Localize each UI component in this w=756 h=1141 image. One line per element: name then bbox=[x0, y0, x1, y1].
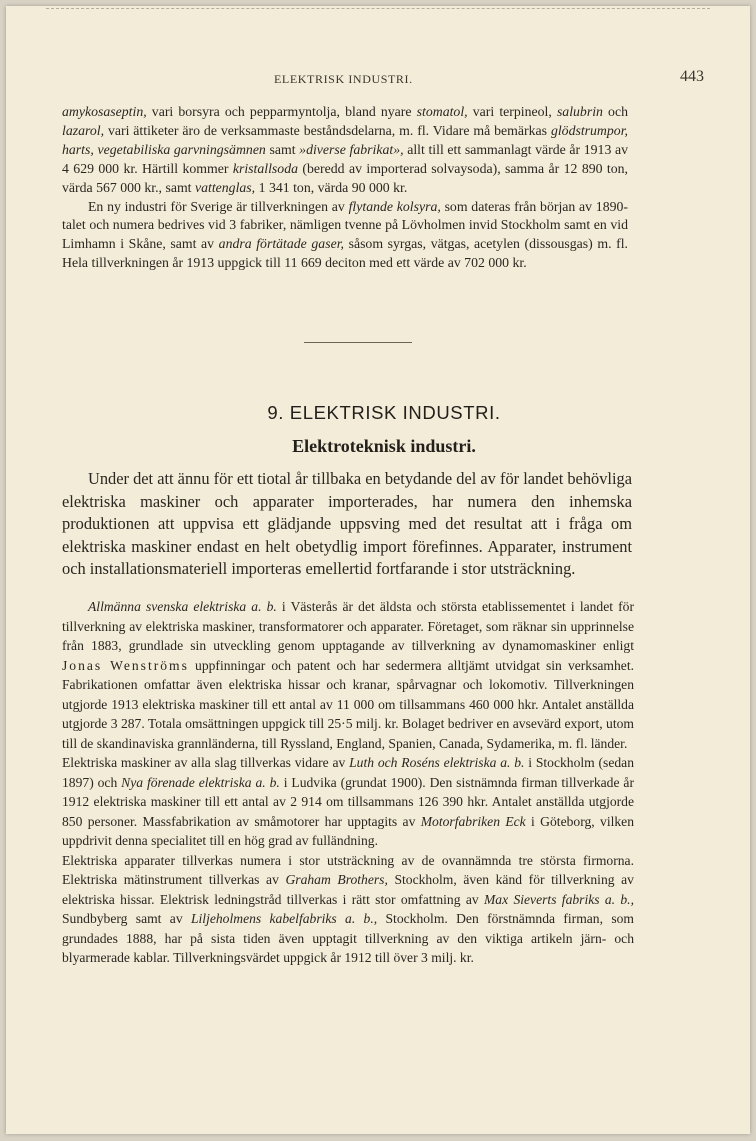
paragraph-asea bbox=[62, 597, 634, 753]
intro-paragraph bbox=[62, 468, 632, 581]
text-run: 1 341 ton, värda 90 000 kr. bbox=[255, 179, 408, 195]
paragraph-carbonic-acid bbox=[62, 198, 628, 274]
body-text-block bbox=[62, 597, 634, 968]
text-run: Sundbyberg samt av bbox=[62, 911, 191, 926]
text-run: Elektriska maskiner av alla slag tillverkas vidare av bbox=[62, 755, 350, 770]
paragraph-cosmetics bbox=[62, 103, 628, 198]
italic-company: Allmänna svenska elektriska a. b. bbox=[88, 599, 277, 614]
text-run: Stockholm. Den förstnämnda firman, som grundades 1888, har på sista tiden även upptagit tillverkning av den viktiga artikeln järn- och blyarmerade kablar. Tillverkningsvärdet uppgick år 1912 till över 3 milj. kr. bbox=[62, 911, 634, 965]
text-run: (beredd av importerad solvaysoda), samma år 12 890 ton, värda 567 000 kr., samt bbox=[62, 160, 628, 195]
italic-term: salubrin bbox=[556, 104, 603, 119]
text-run: vari borsyra och pepparmyntolja, bland nyare bbox=[146, 104, 417, 119]
italic-company: Graham Brothers, bbox=[285, 872, 388, 887]
italic-term: flytande kolsyra, bbox=[348, 198, 441, 214]
running-head: ELEKTRISK INDUSTRI. bbox=[274, 72, 413, 86]
text-run: Elektriska apparater tillverkas numera i stor utsträckning av de ovannämnda tre största firmorna. Elektriska mätinstrument tillverkas av bbox=[62, 852, 634, 887]
text-run: i Göteborg, vilken uppdrivit denna specialitet till en hög grad av fulländning. bbox=[62, 813, 634, 848]
text-run: Stockholm, även känd för tillverkning av elektriska hissar. Elektrisk ledningstråd tillverkas i rätt stor omfattning av bbox=[62, 872, 634, 907]
top-edge-rule bbox=[46, 8, 710, 9]
text-run: som dateras från början av 1890-talet och numera bedrives vid 3 fabriker, nämligen tvenne på Lövholmen invid Stockholm samt en vid Limhamn i Skåne, samt av bbox=[62, 198, 628, 252]
paragraph-apparatus bbox=[62, 851, 634, 968]
italic-term: vattenglas, bbox=[194, 179, 256, 195]
top-text-block bbox=[62, 103, 628, 273]
italic-term: lazarol, bbox=[62, 122, 105, 138]
italic-term: kristallsoda bbox=[232, 160, 299, 176]
text-run: i Stockholm (sedan 1897) och bbox=[62, 755, 635, 790]
italic-company: Liljeholmens kabelfabriks a. b., bbox=[190, 911, 378, 926]
text-run: allt till ett sammanlagt värde år 1913 av 4 629 000 kr. Härtill kommer bbox=[62, 141, 628, 176]
text-run: och bbox=[602, 104, 628, 119]
page bbox=[6, 6, 750, 1134]
text-run: samt bbox=[265, 141, 300, 157]
italic-company: Nya förenade elektriska a. b. bbox=[121, 774, 280, 790]
text-run: vari ättiketer äro de verksammaste beståndsdelarna, m. fl. Vidare må bemärkas bbox=[104, 122, 551, 138]
section-divider bbox=[304, 342, 412, 343]
italic-term: »diverse fabrikat», bbox=[299, 141, 404, 157]
paragraph-other-makers bbox=[62, 753, 634, 851]
italic-term: glödstrumpor, harts, vegetabiliska garvningsämnen bbox=[62, 122, 628, 157]
text-run: En ny industri för Sverige är tillverkningen av bbox=[88, 198, 349, 214]
text-run: såsom syrgas, vätgas, acetylen (dissousgas) m. fl. Hela tillverkningen år 1913 uppgick till 11 669 deciton med ett värde av 702 000 kr. bbox=[62, 236, 628, 271]
text-run: i Västerås är det äldsta och största etablissementet i landet för tillverkning av elektriska maskiner, transformatorer och apparater. Företaget, som räknar sin upprinnelse från 1883, grundlade sin utveckling genom upptagande av tillverkning av dynamomaskiner enligt bbox=[62, 599, 634, 653]
spaced-name: Jonas Wenströms bbox=[62, 657, 189, 673]
intro-text: Under det att ännu för ett tiotal år tillbaka en betydande del av för landet behövliga elektriska maskiner och apparater importerades, har numera den inhemska produktionen att uppvisa ett glädjande uppsving med det resultat att i fråga om elektriska maskiner endast en helt obetydlig import förefinnes. Apparater, instrument och installationsmateriell importeras emellertid fortfarande i stor utsträckning. bbox=[62, 469, 632, 578]
text-run: uppfinningar och patent och har sedermera alltjämt utvidgat sin verksamhet. Fabrikationen omfattar även elektriska hissar och kranar, spårvagnar och lokomotiv. Tillverkningen utgjorde 1913 elektriska maskiner till ett antal av 11 000 om tillsammans 460 000 hkr. Antalet anställda utgjorde 3 287. Totala omsättningen uppgick till 25·5 milj. kr. Bolaget bedriver en avsevärd export, utom till de skandinaviska grannländerna, till Ryssland, England, Spanien, Canada, Sydamerika, m. fl. länder. bbox=[62, 657, 634, 751]
section-heading: 9. ELEKTRISK INDUSTRI. bbox=[267, 402, 501, 423]
italic-company: Max Sieverts fabriks a. b., bbox=[483, 891, 634, 907]
italic-term: amykosaseptin, bbox=[62, 104, 147, 119]
italic-company: Motorfabriken Eck bbox=[420, 813, 526, 829]
text-run: i Ludvika (grundat 1900). Den sistnämnda firman tillverkade år 1912 elektriska maskiner till ett antal av 2 914 om tillsammans 126 390 hkr. Antalet anställda utgjorde 850 personer. Massfabrikation av småmotorer har upptagits av bbox=[62, 774, 634, 829]
italic-company: Luth och Roséns elektriska a. b. bbox=[349, 755, 525, 770]
page-number: 443 bbox=[680, 68, 704, 85]
italic-term: andra förtätade gaser, bbox=[218, 236, 344, 252]
italic-term: stomatol, bbox=[416, 104, 468, 119]
sub-heading: Elektroteknisk industri. bbox=[292, 436, 476, 456]
text-run: vari terpineol, bbox=[467, 104, 557, 119]
